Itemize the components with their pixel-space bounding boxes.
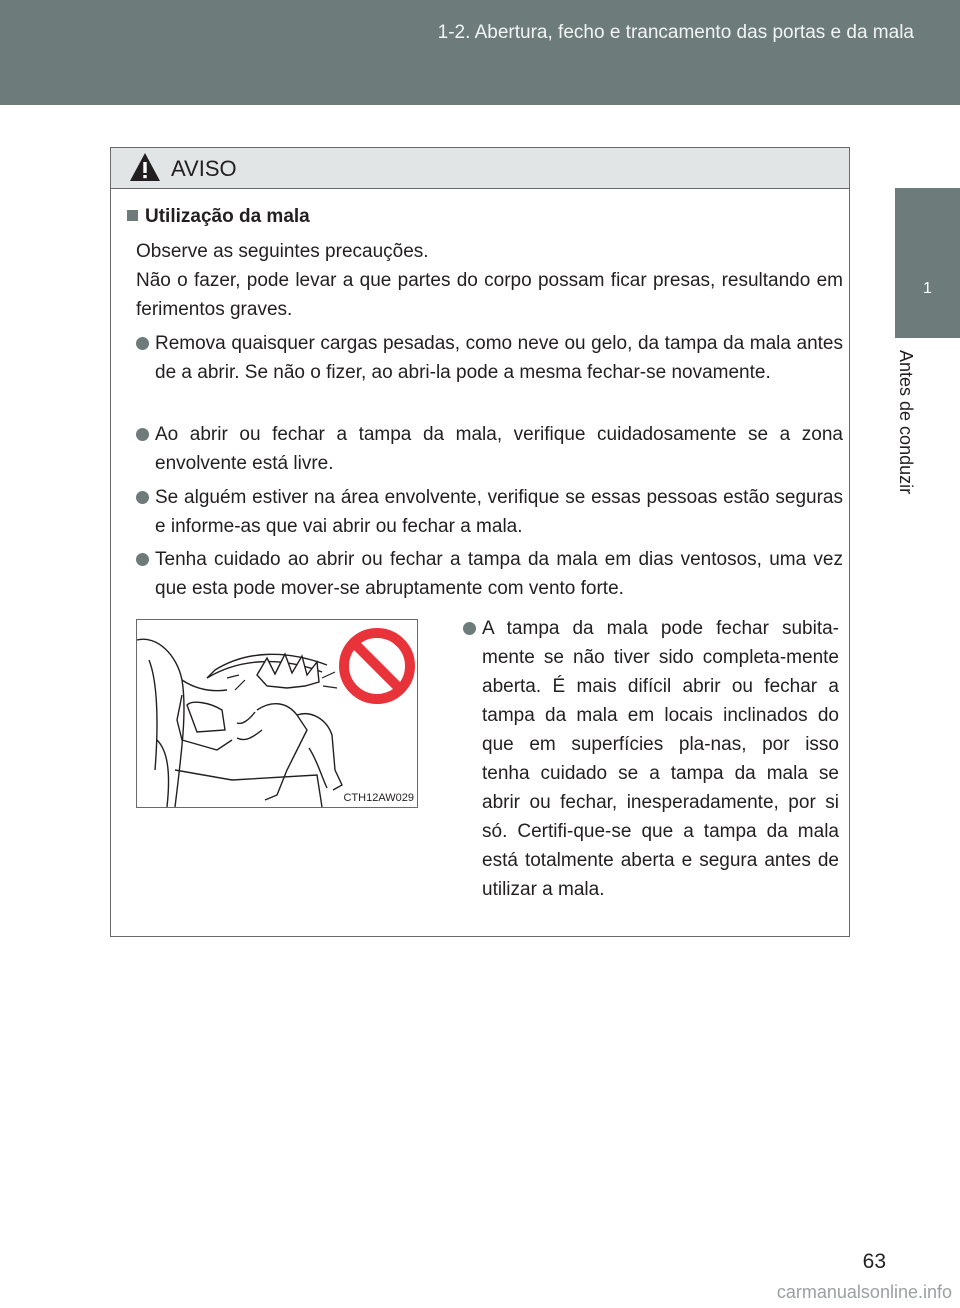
bullet-text: Ao abrir ou fechar a tampa da mala, verifique cuidadosamente se a zona envolvente está livre. bbox=[155, 424, 843, 474]
chapter-tab bbox=[895, 188, 960, 338]
intro-line-2: Não o fazer, pode levar a que partes do corpo possam ficar presas, resultando em ferimentos graves. bbox=[136, 270, 843, 320]
page-number: 63 bbox=[862, 1250, 886, 1273]
chapter-label-text: Antes de conduzir bbox=[896, 350, 916, 495]
illustration-code: CTH12AW029 bbox=[343, 792, 414, 804]
warning-box bbox=[110, 147, 850, 937]
bullet-dot-icon bbox=[463, 622, 476, 635]
page-header bbox=[0, 0, 960, 105]
section-title: Utilização da mala bbox=[145, 206, 310, 227]
header-title: 1-2. Abertura, fecho e trancamento das portas e da mala bbox=[437, 22, 914, 43]
bullet-text: Remova quaisquer cargas pesadas, como neve ou gelo, da tampa da mala antes de a abrir. Se não o fizer, ao abri-la pode a mesma fechar-se novamente. bbox=[155, 333, 843, 383]
trunk-lid-drawing bbox=[137, 620, 417, 807]
bullet-dot-icon bbox=[136, 337, 149, 350]
bullet-text: A tampa da mala pode fechar subita-mente se não tiver sido completa-mente aberta. É mais difícil abrir ou fechar a tampa da mala em locais inclinados do que em superfícies pla-nas, por isso tenha cuidado se a tampa da mala se abrir ou fechar, inesperadamente, por si só. Certifi-que-se que a tampa da mala está totalmente aberta e segura antes de utilizar a mala. bbox=[482, 618, 839, 900]
warning-header bbox=[111, 148, 849, 189]
chapter-number: 1 bbox=[923, 280, 932, 297]
intro-line-1: Observe as seguintes precauções. bbox=[136, 241, 429, 262]
footer-watermark: carmanualsonline.info bbox=[776, 1282, 952, 1302]
bullet-text: Tenha cuidado ao abrir ou fechar a tampa da mala em dias ventosos, uma vez que esta pode mover-se abruptamente com vento forte. bbox=[155, 549, 843, 599]
warning-triangle-icon bbox=[129, 152, 161, 182]
chapter-label bbox=[896, 350, 936, 510]
bullet-item bbox=[463, 614, 839, 904]
bullet-text: Se alguém estiver na área envolvente, verifique se essas pessoas estão seguras e informe-as que vai abrir ou fechar a mala. bbox=[155, 487, 843, 537]
prohibition-icon bbox=[344, 633, 410, 699]
section-heading bbox=[127, 206, 310, 228]
bullet-dot-icon bbox=[136, 491, 149, 504]
bullet-item bbox=[136, 420, 843, 478]
trunk-lid-illustration bbox=[136, 619, 418, 808]
bullet-item bbox=[136, 483, 843, 541]
square-bullet-icon bbox=[127, 210, 138, 221]
bullet-dot-icon bbox=[136, 553, 149, 566]
warning-title: AVISO bbox=[171, 156, 237, 181]
bullet-item bbox=[136, 545, 843, 603]
bullet-dot-icon bbox=[136, 428, 149, 441]
bullet-item bbox=[136, 329, 843, 387]
